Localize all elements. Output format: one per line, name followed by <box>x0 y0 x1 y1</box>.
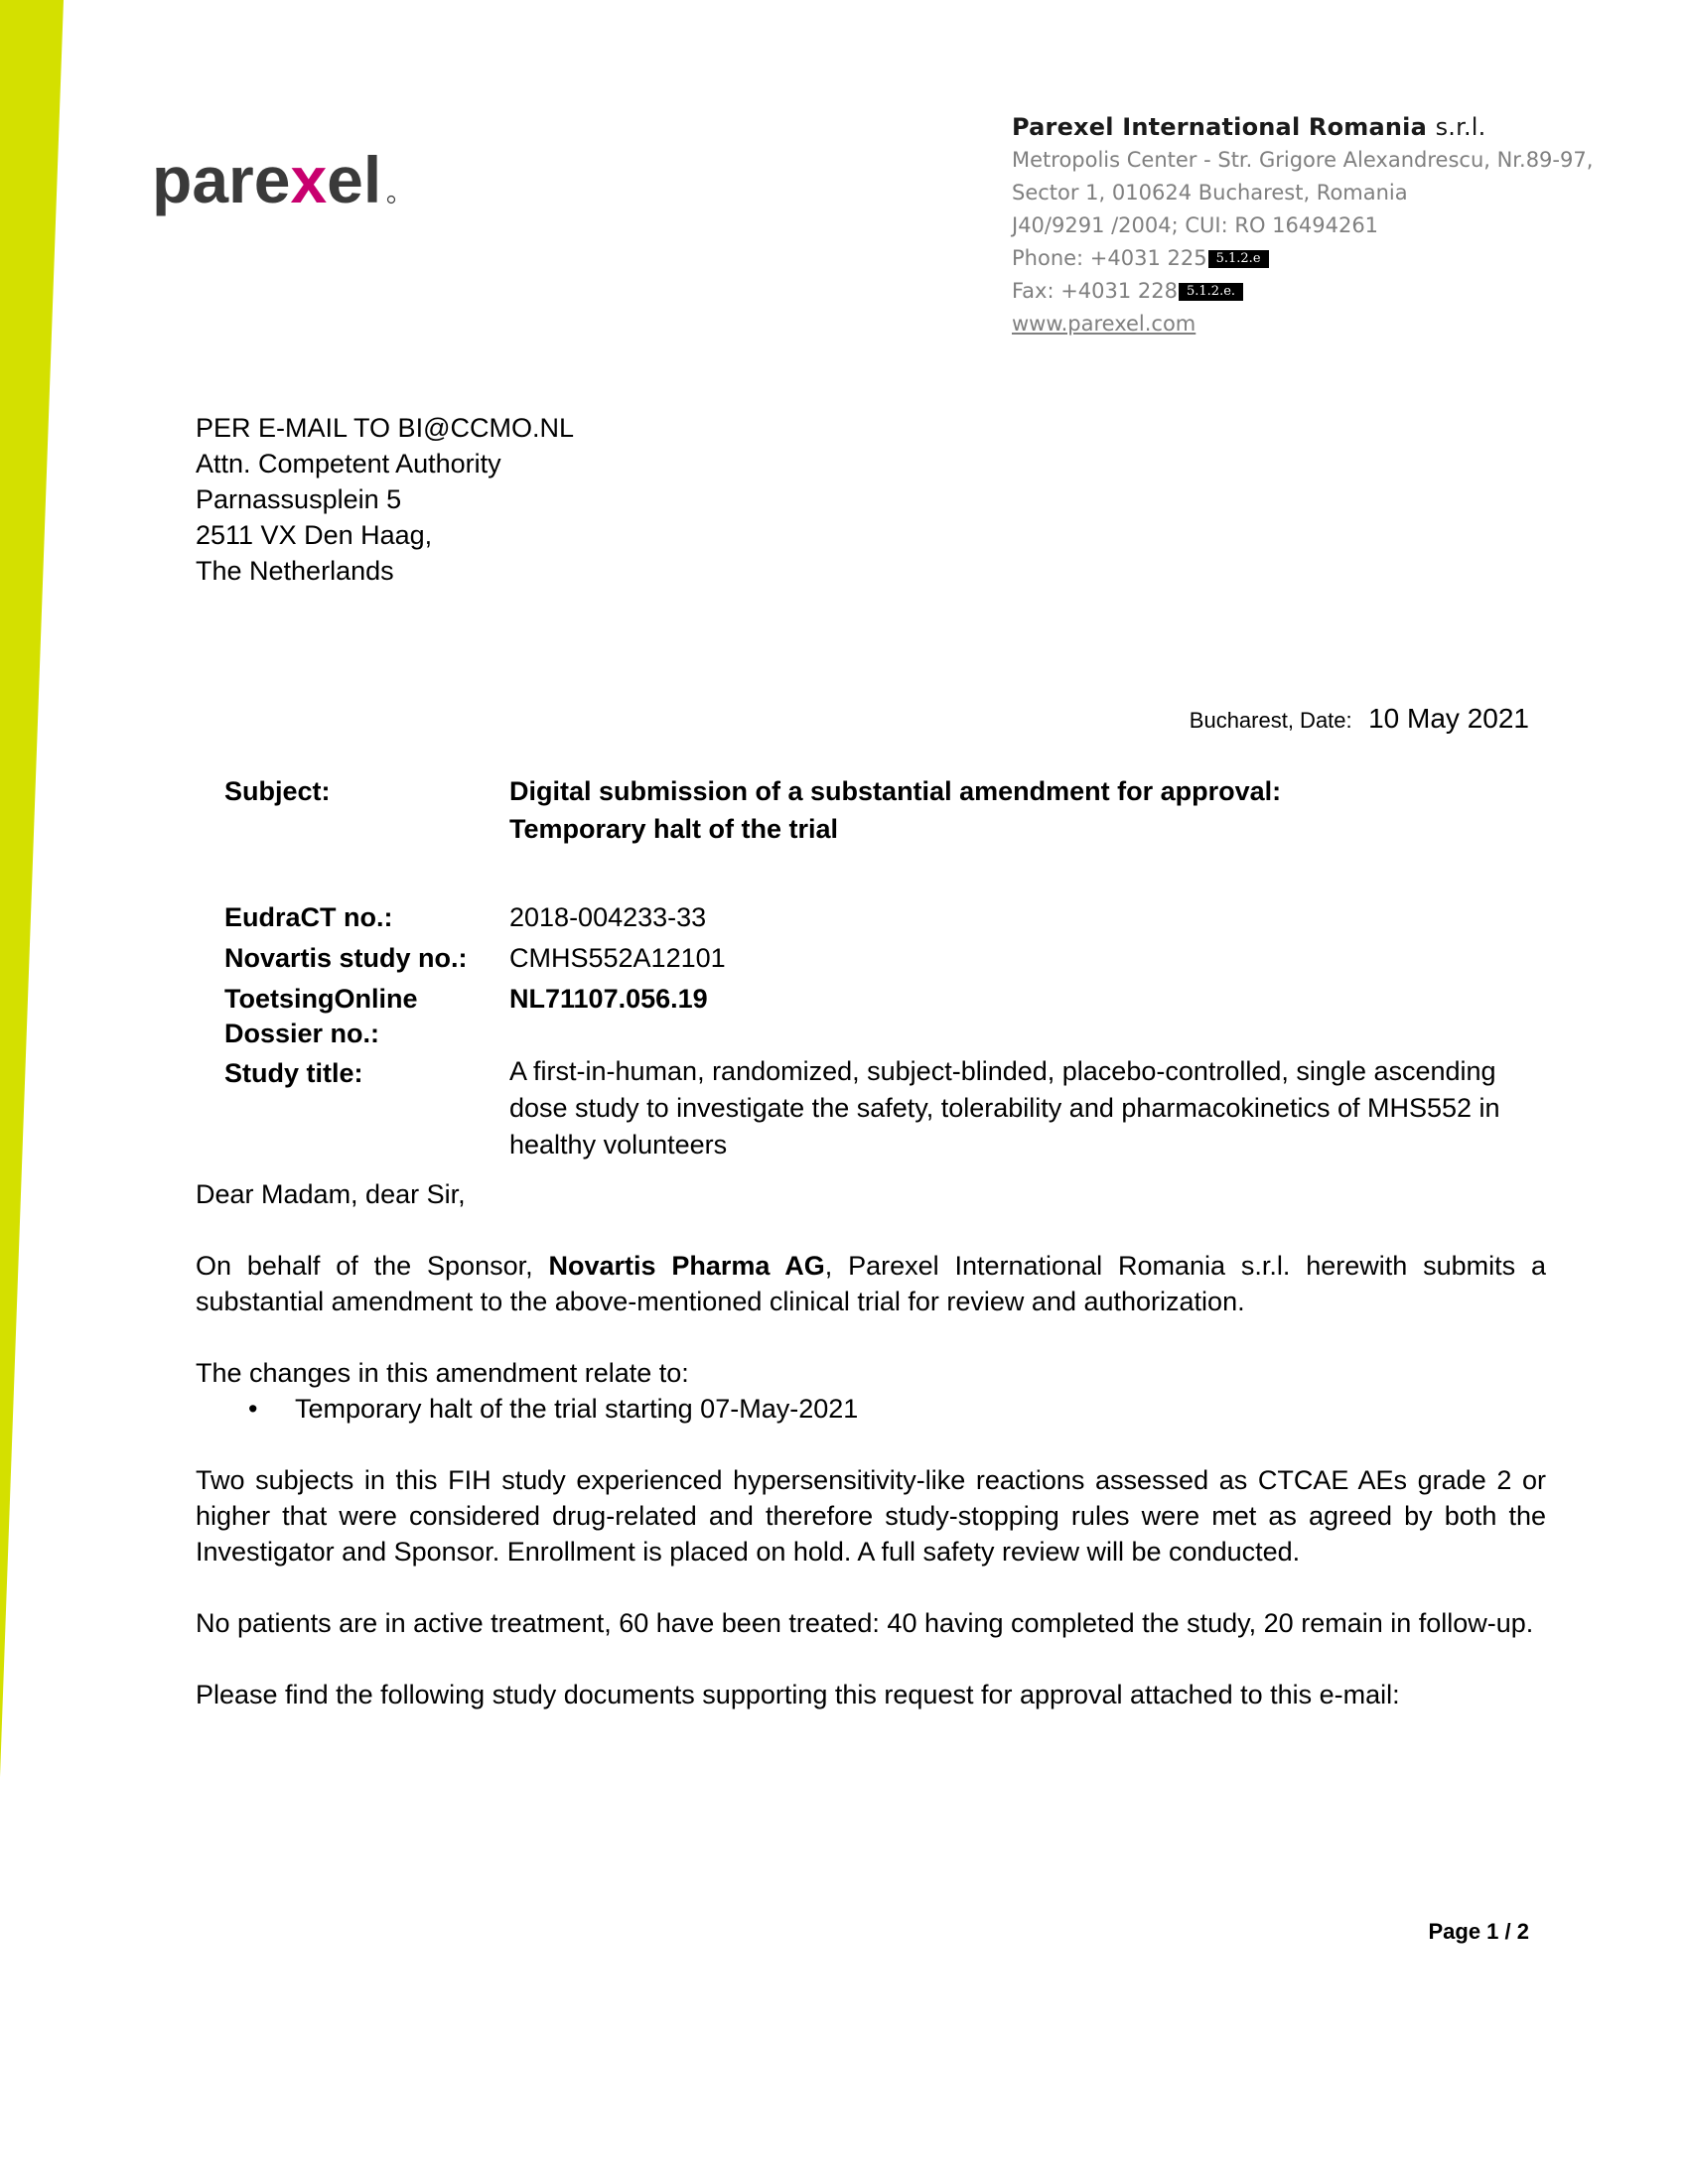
study-title-row: Study title: A first-in-human, randomized, subject-blinded, placebo-controlled, single ascending dose study to investigate the safety, tolerability and pharmacokinetics of MHS552 in healthy volunteers <box>224 1056 1500 1160</box>
eudract-row: EudraCT no.: 2018-004233-33 <box>224 902 707 932</box>
page-number: Page 1 / 2 <box>1428 1919 1529 1944</box>
changes-list <box>196 1391 1546 1427</box>
toetsing-row: ToetsingOnline Dossier no.: NL71107.056.19 <box>224 984 708 1048</box>
recipient-line: Parnassusplein 5 <box>196 484 402 514</box>
changes-intro: The changes in this amendment relate to: <box>196 1358 689 1388</box>
date-label: Bucharest, Date: <box>1189 708 1352 733</box>
recipient-address <box>196 410 574 589</box>
study-info-table <box>224 772 1545 1163</box>
paragraph-safety: Two subjects in this FIH study experienced hypersensitivity-like reactions assessed as CTCAE AEs grade 2 or higher that were considered drug-related and therefore study-stopping rules were met as agreed by both the Investigator and Sponsor. Enrollment is placed on hold. A full safety review will be conducted. <box>196 1465 1546 1567</box>
recipient-line: 2511 VX Den Haag, <box>196 520 433 550</box>
fax-redaction: 5.1.2.e. <box>1179 283 1243 301</box>
recipient-line: PER E-MAIL TO BI@CCMO.NL <box>196 413 574 443</box>
company-address-line2: Sector 1, 010624 Bucharest, Romania <box>1012 181 1408 205</box>
subject-row <box>224 772 1545 848</box>
paragraph-sponsor: On behalf of the Sponsor, Novartis Pharma AG, Parexel International Romania s.r.l. herewith submits a substantial amendment to the above-mentioned clinical trial for review and authorization. <box>196 1251 1546 1316</box>
subject-label: Subject: <box>224 776 331 806</box>
brand-accent-bar <box>0 0 70 1777</box>
subject-value: Digital submission of a substantial amendment for approval: Temporary halt of the trial <box>509 776 1282 844</box>
sponsor-name: Novartis Pharma AG <box>548 1251 825 1281</box>
date-value: 10 May 2021 <box>1368 703 1529 734</box>
recipient-line: The Netherlands <box>196 556 394 586</box>
salutation: Dear Madam, dear Sir, <box>196 1179 466 1209</box>
company-website[interactable]: www.parexel.com <box>1012 312 1196 336</box>
novartis-row: Novartis study no.: CMHS552A12101 <box>224 943 726 973</box>
letter-body <box>196 1176 1546 1712</box>
company-registration: J40/9291 /2004; CUI: RO 16494261 <box>1012 213 1379 237</box>
company-fax: Fax: +4031 228 5.1.2.e. <box>1012 275 1593 308</box>
recipient-line: Attn. Competent Authority <box>196 449 501 478</box>
company-letterhead <box>1012 111 1593 341</box>
company-phone: Phone: +4031 225 5.1.2.e <box>1012 242 1593 275</box>
list-item: • Temporary halt of the trial starting 07-May-2021 <box>248 1394 859 1424</box>
paragraph-documents: Please find the following study documents supporting this request for approval attached to this e-mail: <box>196 1680 1400 1709</box>
letter-date <box>1190 703 1529 735</box>
company-address-line1: Metropolis Center - Str. Grigore Alexandrescu, Nr.89-97, <box>1012 148 1594 172</box>
logo-wordmark: parexel <box>152 147 382 216</box>
parexel-logo <box>152 147 400 226</box>
paragraph-status: No patients are in active treatment, 60 have been treated: 40 having completed the study, 20 remain in follow-up. <box>196 1608 1534 1638</box>
company-name: Parexel International Romania s.r.l. <box>1012 113 1486 141</box>
phone-redaction: 5.1.2.e <box>1208 250 1269 268</box>
